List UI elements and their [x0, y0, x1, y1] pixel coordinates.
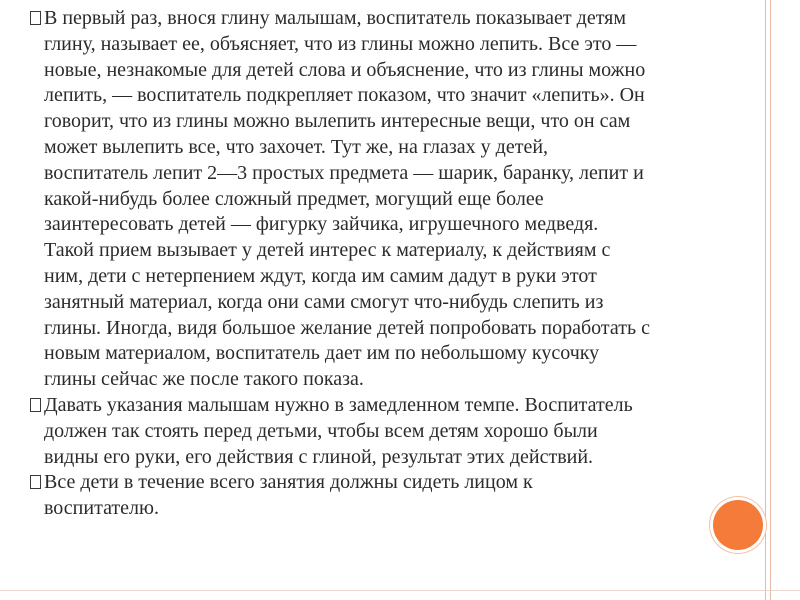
text-line: глину, называет ее, объясняет, что из глины можно лепить. Все это —: [44, 32, 637, 55]
text-line: Все дети в течение всего занятия должны сидеть лицом к: [44, 471, 533, 494]
text-line: может вылепить все, что захочет. Тут же, на глазах у детей,: [44, 135, 549, 158]
frame-line-right-inner: [765, 0, 766, 600]
text-line: глины сейчас же после такого показа.: [44, 368, 364, 391]
text-line: заинтересовать детей — фигурку зайчика, игрушечного медведя.: [44, 213, 599, 236]
slide-text-body: [30, 6, 730, 522]
text-line: ним, дети с нетерпением ждут, когда им самим дадут в руки этот: [44, 264, 597, 287]
frame-line-right-outer: [770, 0, 771, 600]
text-line: воспитатель лепит 2—3 простых предмета — шарик, баранку, лепит и: [44, 161, 644, 184]
text-line: Такой прием вызывает у детей интерес к материалу, к действиям с: [44, 239, 611, 262]
text-line: лепить, — воспитатель подкрепляет показом, что значит «лепить». Он: [44, 84, 645, 107]
square-bullet-icon: [30, 475, 41, 489]
text-line: новым материалом, воспитатель дает им по небольшому кусочку: [44, 342, 600, 365]
text-line: занятный материал, когда они сами смогут что-нибудь слепить из: [44, 290, 604, 313]
text-line: воспитателю.: [44, 497, 159, 520]
paragraph-3: [30, 470, 730, 522]
text-line: В первый раз, внося глину малышам, воспитатель показывает детям: [44, 7, 627, 29]
text-line: должен так стоять перед детьми, чтобы всем детям хорошо были: [44, 419, 598, 442]
text-line: новые, незнакомые для детей слова и объяснение, что из глины можно: [44, 58, 646, 81]
text-line: Давать указания малышам нужно в замедленном темпе. Воспитатель: [44, 393, 633, 416]
text-line: какой-нибудь более сложный предмет, могущий еще более: [44, 187, 544, 210]
text-line: глины. Иногда, видя большое желание детей попробовать поработать с: [44, 316, 650, 339]
square-bullet-icon: [30, 11, 41, 25]
paragraph-2: [30, 393, 730, 470]
paragraph-1: [30, 6, 730, 393]
text-line: говорит, что из глины можно вылепить интересные вещи, что он сам: [44, 110, 631, 133]
square-bullet-icon: [30, 398, 41, 412]
frame-line-bottom: [0, 590, 800, 591]
text-line: видны его руки, его действия с глиной, результат этих действий.: [44, 445, 594, 468]
